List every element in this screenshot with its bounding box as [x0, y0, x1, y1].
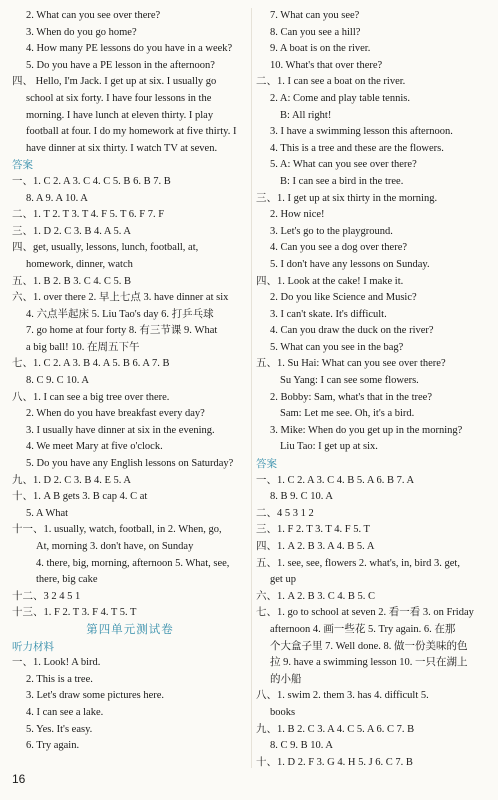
- right-text-line: 六、1. A 2. B 3. C 4. B 5. C: [256, 590, 376, 602]
- left-text-line: 十一、1. usually, watch, football, in 2. When, go,: [12, 524, 222, 536]
- left-text-line: 五、1. B 2. B 3. C 4. C 5. B: [12, 275, 132, 287]
- left-text-line: 十二、3 2 4 5 1: [12, 590, 81, 602]
- right-text-line: Liu Tao: I get up at six.: [280, 441, 378, 453]
- left-text-line: 十三、1. F 2. T 3. F 4. T 5. T: [12, 607, 137, 619]
- right-text-line: 四、1. Look at the cake! I make it.: [256, 275, 404, 287]
- left-text-line: a big ball! 10. 在周五下午: [26, 341, 140, 353]
- left-text-line: 5. Yes. It's easy.: [26, 723, 93, 735]
- right-text-line: books: [270, 706, 296, 718]
- right-text-line: 3. Mike: When do you get up in the morning?: [270, 424, 463, 436]
- left-text-line: 四、 Hello, I'm Jack. I get up at six. I usually go: [12, 76, 217, 88]
- left-text-line: have dinner at six thirty. I watch TV at seven.: [26, 142, 218, 154]
- right-text-line: 四、1. A 2. B 3. A 4. B 5. A: [256, 541, 375, 552]
- right-text-line: afternoon 4. 画一些花 5. Try again. 6. 在那: [270, 623, 456, 635]
- right-text-line: 二、4 5 3 1 2: [256, 507, 314, 519]
- left-column: [12, 8, 248, 755]
- left-text-line: At, morning 3. don't have, on Sunday: [36, 541, 194, 552]
- left-text-line: 5. Do you have a PE lesson in the afternoon?: [26, 59, 215, 71]
- right-text-line: 7. What can you see?: [270, 10, 360, 21]
- right-text-line: 3. Let's go to the playground.: [270, 225, 393, 237]
- left-text-line: 十、1. A B gets 3. B cap 4. C at: [12, 491, 148, 503]
- left-text-line: 6. Try again.: [26, 740, 80, 752]
- left-text-line: 4. How many PE lessons do you have in a week?: [26, 43, 233, 55]
- left-text-line: 5. Do you have any English lessons on Saturday?: [26, 458, 234, 470]
- right-text-line: 4. This is a tree and these are the flowers.: [270, 142, 444, 154]
- right-text-line: 五、1. see, see, flowers 2. what's, in, bird 3. get,: [256, 557, 460, 569]
- left-text-line: morning. I have lunch at eleven thirty. I play: [26, 109, 214, 121]
- left-text-line: there, big cake: [36, 574, 98, 586]
- column-divider: [251, 8, 252, 768]
- right-text-line: 个大盒子里 7. Well done. 8. 做一份美味的色: [270, 640, 468, 652]
- right-text-line: get up: [270, 574, 296, 586]
- left-text-line: 一、1. C 2. A 3. C 4. C 5. B 6. B 7. B: [12, 175, 171, 187]
- right-text-line: 的小船: [270, 673, 302, 685]
- left-text-line: 二、1. T 2. T 3. T 4. F 5. T 6. F 7. F: [12, 209, 165, 221]
- right-text-line: 5. I don't have any lessons on Sunday.: [270, 258, 430, 270]
- right-text-line: 三、1. I get up at six thirty in the morning.: [256, 192, 438, 204]
- left-text-line: 听力材料: [12, 640, 54, 653]
- left-text-line: 八、1. I can see a big tree over there.: [12, 391, 170, 403]
- right-text-line: 3. I have a swimming lesson this afternoon.: [270, 126, 453, 138]
- right-text-line: 八、1. swim 2. them 3. has 4. difficult 5.: [256, 690, 429, 702]
- left-text-line: 5. A What: [26, 507, 69, 519]
- left-text-line: 3. Let's draw some pictures here.: [26, 690, 165, 702]
- left-text-line: 8. C 9. C 10. A: [26, 375, 90, 387]
- left-text-line: school at six forty. I have four lessons in the: [26, 92, 212, 104]
- right-text-line: 三、1. F 2. T 3. T 4. F 5. T: [256, 524, 370, 536]
- right-text-line: 5. What can you see in the bag?: [270, 341, 404, 353]
- right-text-line: 2. Do you like Science and Music?: [270, 292, 417, 304]
- left-text-line: 一、1. Look! A bird.: [12, 657, 101, 669]
- left-text-line: 4. 六点半起床 5. Liu Tao's day 6. 打乒乓球: [26, 308, 214, 320]
- left-text-line: 8. A 9. A 10. A: [26, 192, 88, 204]
- right-column: [256, 8, 490, 771]
- left-text-line: 第四单元测试卷: [86, 623, 174, 636]
- right-text-line: 拉 9. have a swimming lesson 10. 一只在湖上: [270, 657, 468, 669]
- right-text-line: Sam: Let me see. Oh, it's a bird.: [280, 408, 415, 420]
- right-text-line: 9. A boat is on the river.: [270, 43, 371, 55]
- right-text-line: 8. C 9. B 10. A: [270, 740, 334, 752]
- right-text-line: 2. Bobby: Sam, what's that in the tree?: [270, 391, 432, 403]
- left-text-line: 2. This is a tree.: [26, 673, 93, 685]
- right-text-line: B: I can see a bird in the tree.: [280, 175, 404, 187]
- left-text-line: 4. there, big, morning, afternoon 5. What, see,: [36, 557, 230, 569]
- right-text-line: 2. A: Come and play table tennis.: [270, 92, 410, 104]
- right-text-line: 九、1. B 2. C 3. A 4. C 5. A 6. C 7. B: [256, 723, 415, 735]
- left-text-line: 六、1. over there 2. 早上七点 3. have dinner at six: [12, 292, 229, 304]
- left-text-line: 九、1. D 2. C 3. B 4. E 5. A: [12, 474, 132, 486]
- right-text-line: Su Yang: I can see some flowers.: [280, 375, 419, 387]
- left-text-line: 七、1. C 2. A 3. B 4. A 5. B 6. A 7. B: [12, 358, 170, 370]
- left-text-line: 3. When do you go home?: [26, 26, 137, 38]
- right-text-line: 5. A: What can you see over there?: [270, 159, 417, 171]
- right-text-line: B: All right!: [280, 109, 332, 121]
- right-text-line: 8. B 9. C 10. A: [270, 491, 334, 503]
- right-text-line: 五、1. Su Hai: What can you see over there?: [256, 358, 446, 370]
- right-text-line: 4. Can you draw the duck on the river?: [270, 325, 434, 337]
- right-text-line: 一、1. C 2. A 3. C 4. B 5. A 6. B 7. A: [256, 474, 415, 486]
- right-text-line: 10. What's that over there?: [270, 59, 383, 71]
- left-text-line: 2. When do you have breakfast every day?: [26, 408, 205, 420]
- left-text-line: 四、get, usually, lessons, lunch, football, at,: [12, 242, 199, 254]
- left-text-line: 3. I usually have dinner at six in the evening.: [26, 424, 215, 436]
- left-text-line: 4. We meet Mary at five o'clock.: [26, 441, 163, 453]
- right-text-line: 4. Can you see a dog over there?: [270, 242, 408, 254]
- right-text-line: 十、1. D 2. F 3. G 4. H 5. J 6. C 7. B: [256, 756, 413, 768]
- left-text-line: homework, dinner, watch: [26, 258, 133, 270]
- left-text-line: 4. I can see a lake.: [26, 706, 104, 718]
- left-text-line: 7. go home at four forty 8. 有三节课 9. What: [26, 325, 218, 337]
- right-text-line: 2. How nice!: [270, 209, 325, 221]
- left-text-line: 2. What can you see over there?: [26, 10, 161, 21]
- right-text-line: 二、1. I can see a boat on the river.: [256, 76, 406, 88]
- page-number: 16: [12, 772, 26, 786]
- right-text-line: 8. Can you see a hill?: [270, 26, 361, 38]
- right-text-line: 七、1. go to school at seven 2. 看一看 3. on Friday: [256, 607, 474, 619]
- right-text-line: 3. I can't skate. It's difficult.: [270, 308, 387, 320]
- left-text-line: football at four. I do my homework at five thirty. I: [26, 126, 237, 138]
- left-text-line: 三、1. D 2. C 3. B 4. A 5. A: [12, 225, 132, 237]
- right-text-line: 答案: [256, 458, 277, 471]
- left-text-line: 答案: [12, 159, 33, 172]
